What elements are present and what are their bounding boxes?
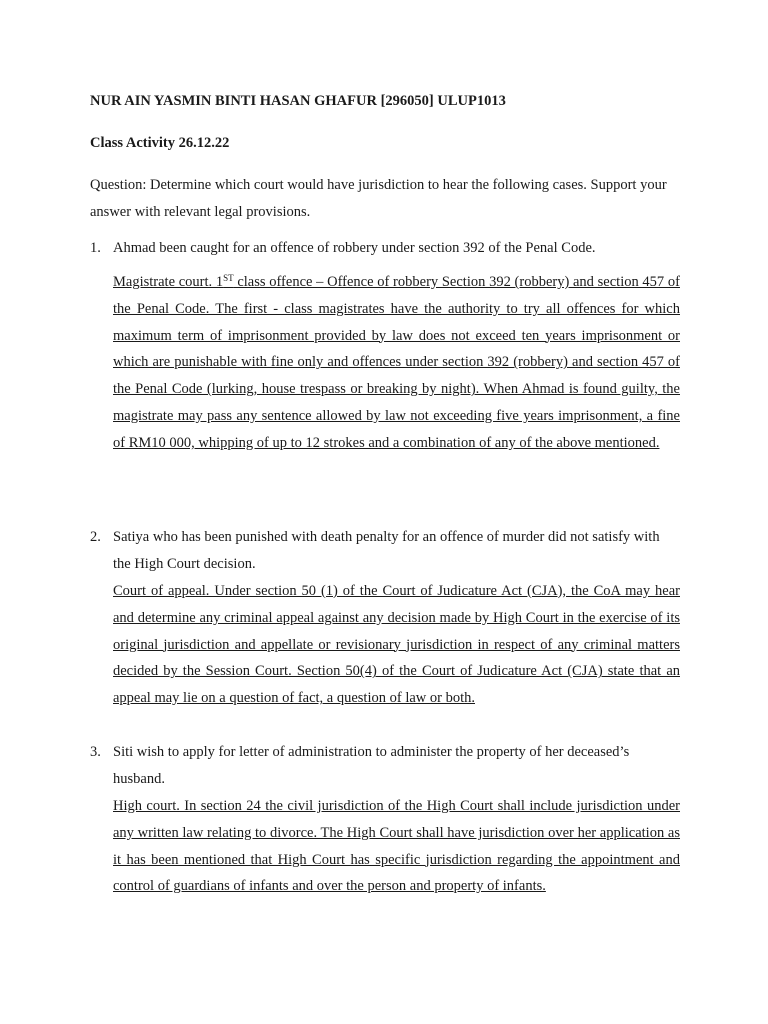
list-item [90, 739, 680, 900]
answer-prefix: Magistrate court. 1 [113, 274, 224, 290]
item-answer [113, 269, 680, 457]
item-number: 3. [90, 744, 101, 760]
item-answer: High court. In section 24 the civil jurisdiction of the High Court shall include jurisdiction under any written law relating to divorce. The High Court shall have jurisdiction over her application as it has been mentioned that High Court has specific jurisdiction regarding the appointment and control of guardians of infants and over the person and property of infants. [113, 798, 680, 895]
item-question: Siti wish to apply for letter of administration to administer the property of her deceased’s husband. [113, 744, 630, 787]
item-answer: Court of appeal. Under section 50 (1) of the Court of Judicature Act (CJA), the CoA may hear and determine any criminal appeal against any decision made by High Court in the exercise of its original jurisdiction and appellate or revisionary jurisdiction in respect of any criminal matters decided by the Session Court. Section 50(4) of the Court of Judicature Act (CJA) state that an appeal may lie on a question of fact, a question of law or both. [113, 583, 680, 707]
item-question: Ahmad been caught for an offence of robbery under section 392 of the Penal Code. [113, 240, 596, 256]
answer-rest: class offence – Offence of robbery Section 392 (robbery) and section 457 of the Penal Code. The first - class magistrates have the authority to try all offences for which maximum term of imprisonment provided by law does not exceed ten years imprisonment or which are punishable with fine only and offences under section 392 (robbery) and section 457 of the Penal Code (lurking, house trespass or breaking by night). When Ahmad is found guilty, the magistrate may pass any sentence allowed by law not exceeding five years imprisonment, a fine of RM10 000, whipping of up to 12 strokes and a combination of any of the above mentioned. [113, 274, 680, 451]
list-item [90, 235, 680, 457]
student-name-line: NUR AIN YASMIN BINTI HASAN GHAFUR [296050] ULUP1013 [90, 93, 506, 109]
item-number: 2. [90, 529, 101, 545]
activity-title: Class Activity 26.12.22 [90, 135, 230, 151]
question-text: Question: Determine which court would have jurisdiction to hear the following cases. Support your answer with relevant legal provisions. [90, 177, 667, 220]
answer-superscript: ST [223, 273, 234, 283]
list-item [90, 524, 680, 712]
item-number: 1. [90, 240, 101, 256]
item-question: Satiya who has been punished with death penalty for an offence of murder did not satisfy with the High Court decision. [113, 529, 660, 572]
